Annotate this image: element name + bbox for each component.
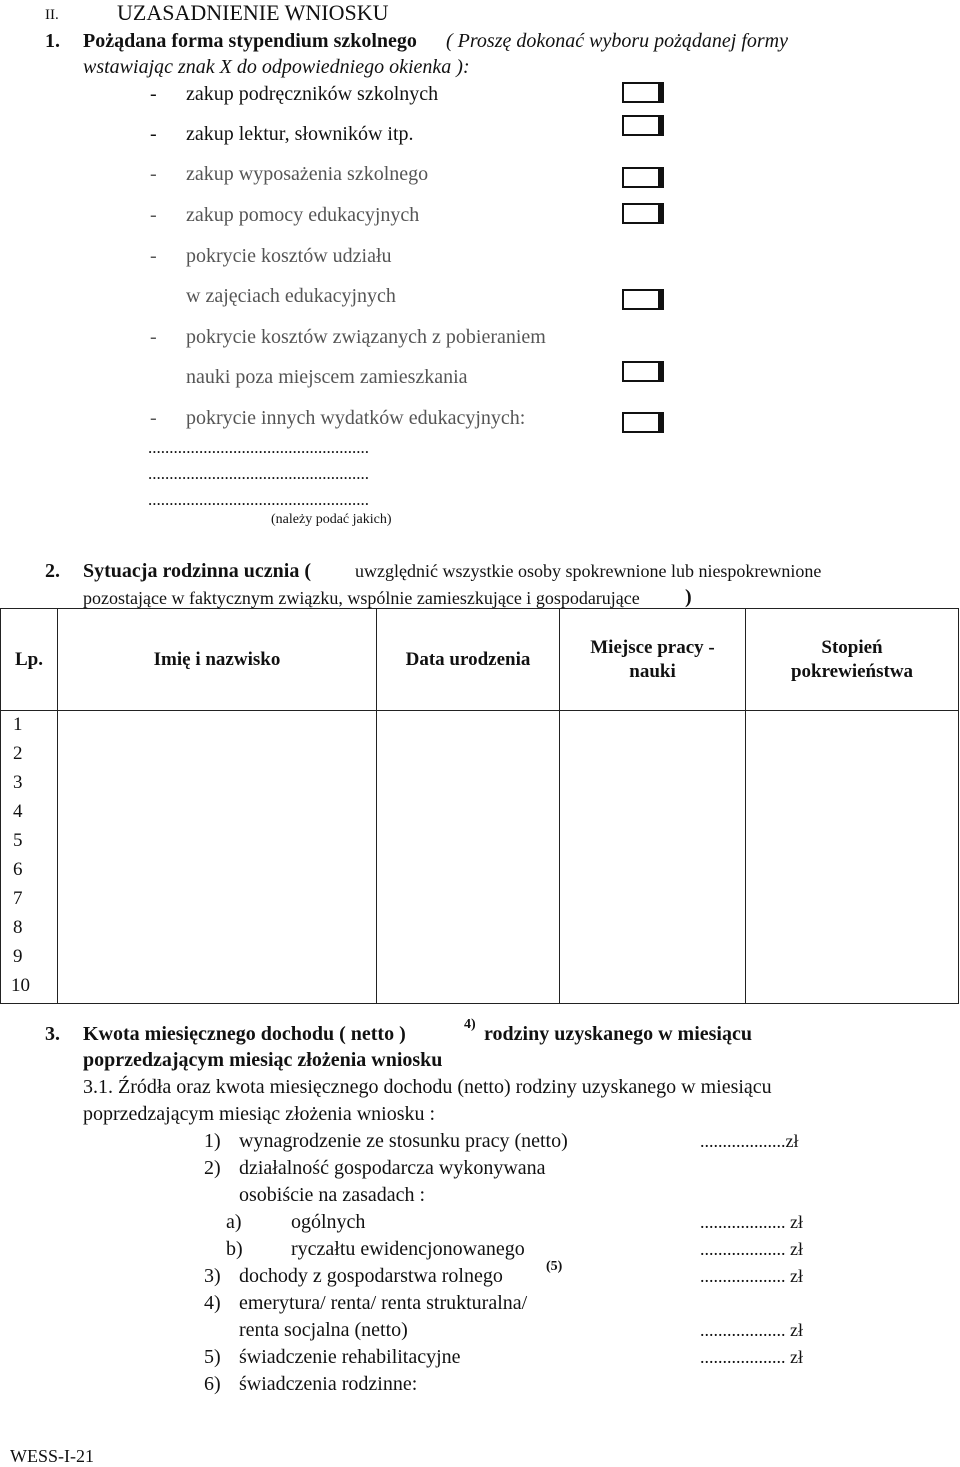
header-relationship: Stopień pokrewieństwa xyxy=(746,609,959,711)
family-table-header xyxy=(1,609,959,711)
birthdate-cell[interactable] xyxy=(377,711,560,1004)
income-item-number: 5) xyxy=(204,1346,221,1368)
option-label-4: zakup pomocy edukacyjnych xyxy=(186,204,420,226)
row-number: 2 xyxy=(13,743,23,764)
income-amount-farm[interactable]: ................... zł xyxy=(700,1266,803,1286)
income-item-family-benefits: świadczenia rodzinne: xyxy=(239,1373,418,1395)
option-checkbox-3[interactable] xyxy=(622,167,664,188)
header-lp: Lp. xyxy=(1,609,58,711)
row-number: 10 xyxy=(11,975,30,996)
option-checkbox-6[interactable] xyxy=(622,361,664,382)
income-amount-lump-sum[interactable]: ................... zł xyxy=(700,1239,803,1259)
row-number: 3 xyxy=(13,772,23,793)
option-label-6: pokrycie kosztów związanych z pobieraniem xyxy=(186,326,546,348)
header-workplace: Miejsce pracy - nauki xyxy=(560,609,746,711)
option-label-5-cont: w zajęciach edukacyjnych xyxy=(186,285,396,307)
income-item-rehab: świadczenie rehabilitacyjne xyxy=(239,1346,461,1368)
row-number: 9 xyxy=(13,946,23,967)
q2-instruction-2: pozostające w faktycznym związku, wspólnie zamieszkujące i gospodarujące xyxy=(83,588,640,608)
income-item-number: 4) xyxy=(204,1292,221,1314)
q3-title-part2: rodziny uzyskanego w miesiącu xyxy=(484,1023,752,1045)
q3-title-line2: poprzedzającym miesiąc złożenia wniosku xyxy=(83,1049,443,1071)
header-birthdate: Data urodzenia xyxy=(377,609,560,711)
q2-instruction-1: uwzględnić wszystkie osoby spokrewnione lub niespokrewnione xyxy=(355,561,822,581)
option-dash: - xyxy=(150,83,157,105)
family-table xyxy=(0,608,959,1004)
option-label-6-cont: nauki poza miejscem zamieszkania xyxy=(186,366,468,388)
q3-sub-line1: 3.1. Źródła oraz kwota miesięcznego dochodu (netto) rodziny uzyskanego w miesiącu xyxy=(83,1076,772,1098)
relationship-cell[interactable] xyxy=(746,711,959,1004)
option-checkbox-4[interactable] xyxy=(622,203,664,224)
workplace-cell[interactable] xyxy=(560,711,746,1004)
income-item-farm-footnote: (5) xyxy=(546,1259,563,1274)
income-item-number: 3) xyxy=(204,1265,221,1287)
q1-title: Pożądana forma stypendium szkolnego xyxy=(83,30,417,52)
income-item-pension-cont: renta socjalna (netto) xyxy=(239,1319,408,1341)
option-dash: - xyxy=(150,163,157,185)
row-number: 5 xyxy=(13,830,23,851)
section-roman-numeral: II. xyxy=(45,7,59,23)
other-expenses-line-2[interactable]: .................................................... xyxy=(148,464,369,483)
other-expenses-line-3[interactable]: .................................................... xyxy=(148,490,369,509)
income-subitem-general: ogólnych xyxy=(291,1211,366,1233)
income-subitem-lump-sum: ryczałtu ewidencjonowanego xyxy=(291,1238,525,1260)
q3-title-part1: Kwota miesięcznego dochodu ( netto ) xyxy=(83,1023,406,1045)
income-subitem-letter: b) xyxy=(226,1238,243,1260)
income-amount-pension[interactable]: ................... zł xyxy=(700,1320,803,1340)
name-cell[interactable] xyxy=(58,711,377,1004)
family-table-body xyxy=(1,711,959,1004)
option-checkbox-1[interactable] xyxy=(622,82,664,103)
option-checkbox-2[interactable] xyxy=(622,115,664,136)
row-number: 6 xyxy=(13,859,23,880)
income-item-salary: wynagrodzenie ze stosunku pracy (netto) xyxy=(239,1130,568,1152)
q1-instruction-2: wstawiając znak X do odpowiedniego okienka ): xyxy=(83,56,470,78)
option-label-2: zakup lektur, słowników itp. xyxy=(186,123,414,145)
option-label-3: zakup wyposażenia szkolnego xyxy=(186,163,429,185)
option-checkbox-7[interactable] xyxy=(622,412,664,433)
row-number: 8 xyxy=(13,917,23,938)
row-number: 1 xyxy=(13,714,23,735)
income-item-number: 2) xyxy=(204,1157,221,1179)
income-item-number: 1) xyxy=(204,1130,221,1152)
option-dash: - xyxy=(150,245,157,267)
q1-instruction-1: ( Proszę dokonać wyboru pożądanej formy xyxy=(446,30,788,52)
option-dash: - xyxy=(150,326,157,348)
option-dash: - xyxy=(150,407,157,429)
footer-form-code: WESS-I-21 xyxy=(10,1446,94,1466)
income-item-business: działalność gospodarcza wykonywana xyxy=(239,1157,546,1179)
q3-footnote: 4) xyxy=(464,1017,476,1032)
row-number: 4 xyxy=(13,801,23,822)
option-dash: - xyxy=(150,204,157,226)
q3-number: 3. xyxy=(45,1023,60,1045)
section-title: UZASADNIENIE WNIOSKU xyxy=(117,0,389,25)
option-checkbox-5[interactable] xyxy=(622,289,664,310)
header-name: Imię i nazwisko xyxy=(58,609,377,711)
option-dash: - xyxy=(150,123,157,145)
income-item-pension: emerytura/ renta/ renta strukturalna/ xyxy=(239,1292,528,1314)
other-expenses-hint: (należy podać jakich) xyxy=(271,512,392,527)
income-amount-rehab[interactable]: ................... zł xyxy=(700,1347,803,1367)
income-amount-salary[interactable]: ...................zł xyxy=(700,1131,799,1151)
option-label-7: pokrycie innych wydatków edukacyjnych: xyxy=(186,407,526,429)
option-label-5: pokrycie kosztów udziału xyxy=(186,245,392,267)
income-amount-general[interactable]: ................... zł xyxy=(700,1212,803,1232)
q2-number: 2. xyxy=(45,560,60,582)
q2-title: Sytuacja rodzinna ucznia ( xyxy=(83,560,311,582)
income-subitem-letter: a) xyxy=(226,1211,242,1233)
q2-close-paren: ) xyxy=(685,586,692,608)
income-item-number: 6) xyxy=(204,1373,221,1395)
row-number: 7 xyxy=(13,888,23,909)
q3-sub-line2: poprzedzającym miesiąc złożenia wniosku : xyxy=(83,1103,436,1125)
q1-number: 1. xyxy=(45,30,60,52)
income-item-business-cont: osobiście na zasadach : xyxy=(239,1184,426,1206)
other-expenses-line-1[interactable]: .................................................... xyxy=(148,438,369,457)
row-numbers-cell xyxy=(1,711,58,1004)
option-label-1: zakup podręczników szkolnych xyxy=(186,83,439,105)
income-item-farm: dochody z gospodarstwa rolnego xyxy=(239,1265,503,1287)
